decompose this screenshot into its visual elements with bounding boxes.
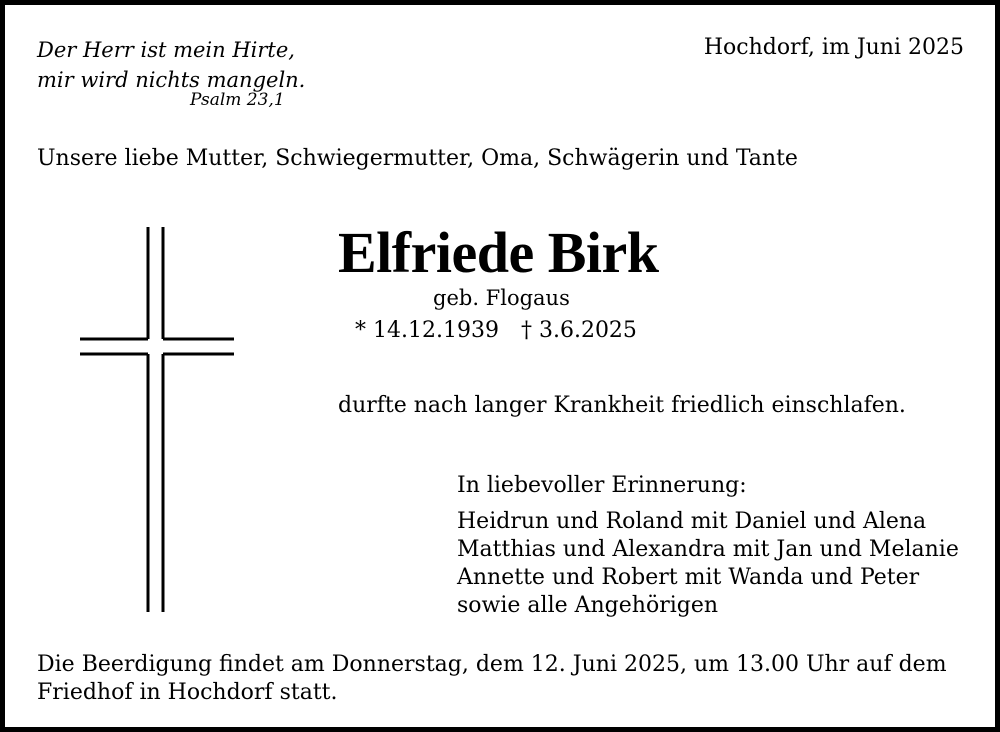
mourner-line: Matthias und Alexandra mit Jan und Melanie <box>457 537 959 562</box>
place-date: Hochdorf, im Juni 2025 <box>703 35 964 60</box>
memory-heading: In liebevoller Erinnerung: <box>457 473 747 498</box>
verse-line: Der Herr ist mein Hirte, <box>37 38 295 62</box>
mourners-list <box>457 508 959 620</box>
mourner-line: sowie alle Angehörigen <box>457 593 719 618</box>
death-date: † 3.6.2025 <box>520 318 637 343</box>
obituary-notice <box>5 5 995 727</box>
cross-icon <box>77 227 241 621</box>
bible-verse <box>37 35 305 95</box>
maiden-name: geb. Flogaus <box>433 286 570 310</box>
verse-line: mir wird nichts mangeln. <box>37 68 306 92</box>
verse-reference: Psalm 23,1 <box>190 90 285 110</box>
deceased-name: Elfriede Birk <box>338 220 659 285</box>
funeral-announcement: Die Beerdigung findet am Donnerstag, dem 12. Juni 2025, um 13.00 Uhr auf dem Friedhof in Hochdorf statt. <box>37 652 947 705</box>
mourner-line: Heidrun und Roland mit Daniel und Alena <box>457 509 927 534</box>
mourner-line: Annette und Robert mit Wanda und Peter <box>457 565 920 590</box>
life-dates <box>355 318 637 343</box>
intro-text: Unsere liebe Mutter, Schwiegermutter, Oma, Schwägerin und Tante <box>37 146 798 171</box>
passed-text: durfte nach langer Krankheit friedlich einschlafen. <box>338 393 906 418</box>
birth-date: * 14.12.1939 <box>355 318 499 343</box>
